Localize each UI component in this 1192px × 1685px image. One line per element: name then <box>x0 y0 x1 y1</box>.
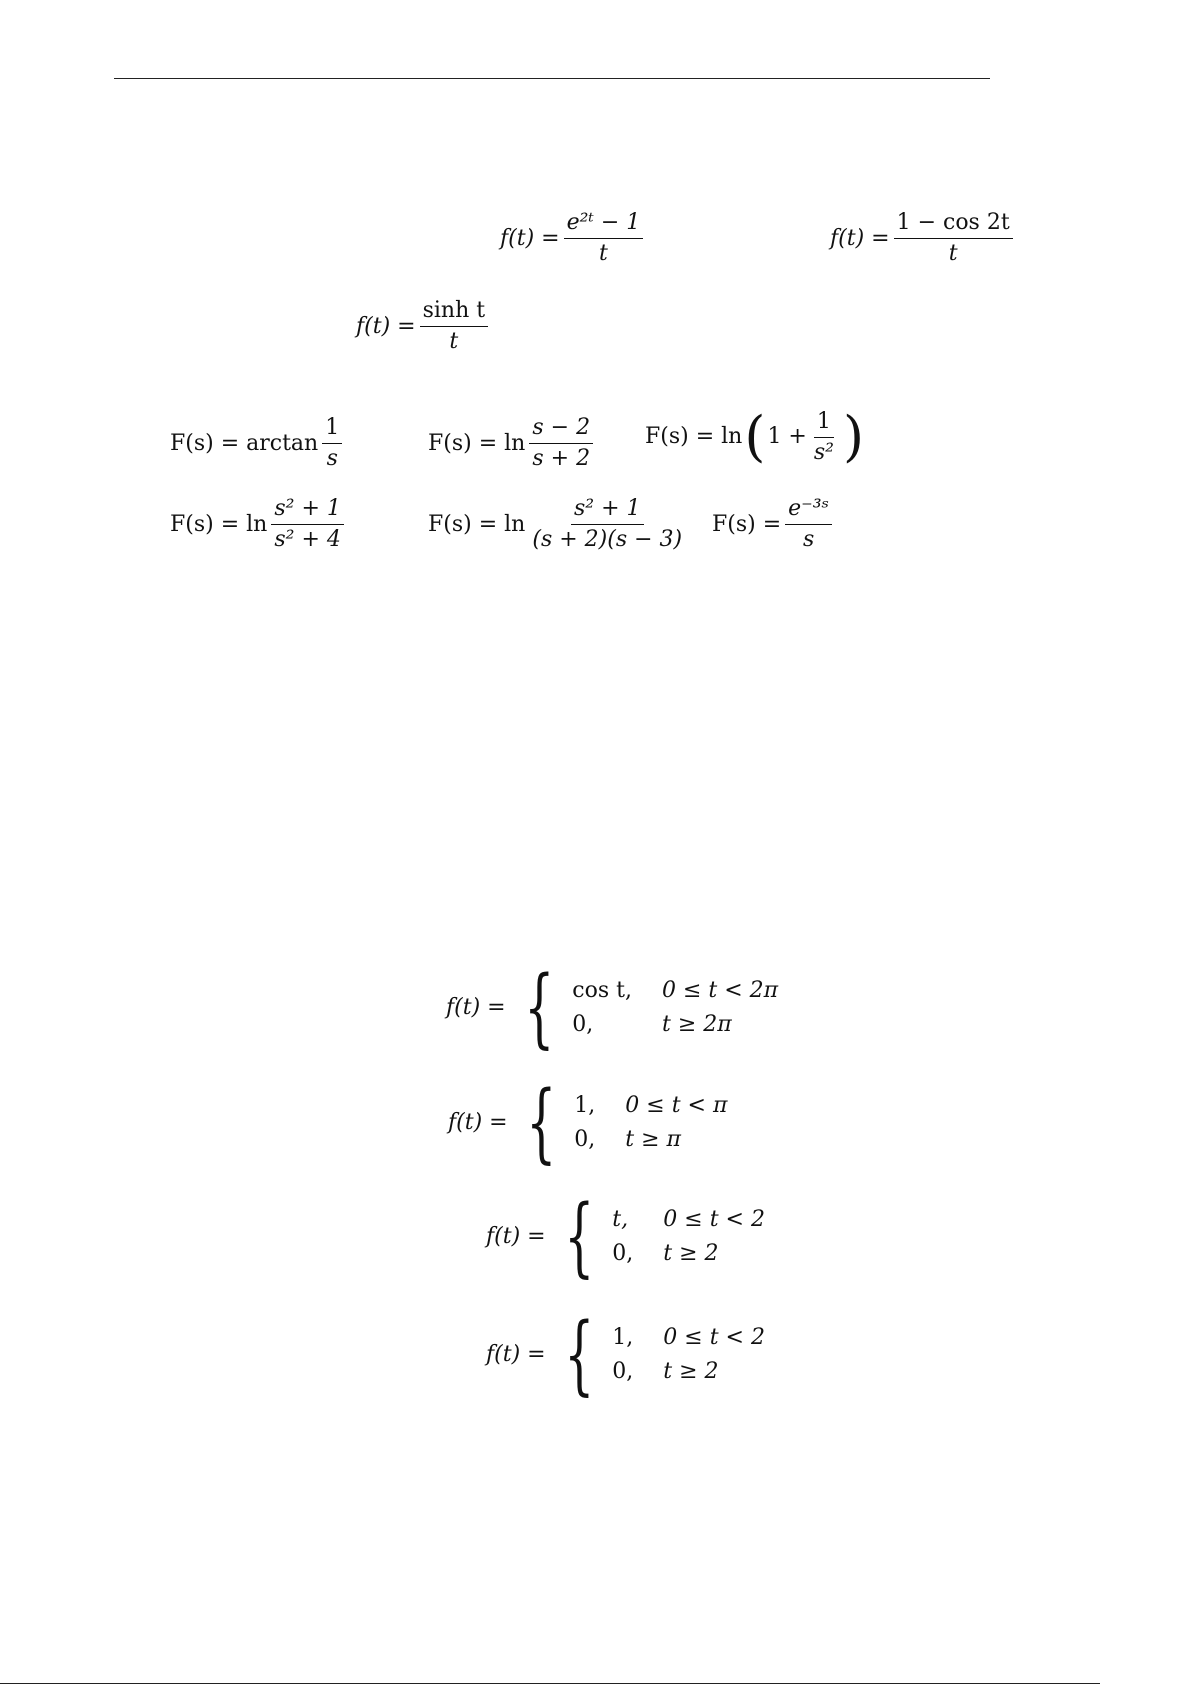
Fs-equation-5: F(s) = ln $\frac{\text{s² + 1}}{(s + 2)(s - 3)}$ <box>428 498 689 551</box>
Fs-equation-3: F(s) = ln ( 1 + $\frac{1}{\text{s²}}$ ) <box>645 405 865 468</box>
denominator: t <box>449 329 459 354</box>
numerator: s − 2 <box>529 417 593 444</box>
denominator: s² + 4 <box>274 527 341 552</box>
Fs-equation-4: F(s) = ln $\frac{\text{s² + 1}}{\text{s² + 4}}$ <box>170 498 348 551</box>
denominator: s <box>326 446 338 471</box>
denominator: s + 2 <box>532 446 591 471</box>
piecewise-4: f(t) = { 1, 0 ≤ t < 2 0, t ≥ 2 <box>486 1305 765 1405</box>
denominator: s² <box>813 439 834 465</box>
denominator: t <box>948 241 958 266</box>
denominator: (s + 2)(s − 3) <box>532 527 683 552</box>
numerator: 1 <box>322 417 342 444</box>
denominator: s <box>802 527 815 552</box>
numerator: 1 − cos 2t <box>894 212 1013 239</box>
piecewise-1: f(t) = { cos t, 0 ≤ t < 2π 0, t ≥ 2π <box>446 958 779 1058</box>
numerator: 1 <box>814 411 834 438</box>
piecewise-3: f(t) = { t, 0 ≤ t < 2 0, t ≥ 2 <box>486 1187 765 1287</box>
numerator: s² + 1 <box>271 498 344 525</box>
Fs-equation-1: F(s) = arctan $\frac{1}{s}$ <box>170 417 346 470</box>
numerator: sinh t <box>420 300 489 327</box>
left-paren: ( <box>744 405 766 468</box>
Fs-equation-6: F(s) = $\frac{\text{e⁻³ˢ}}{s}$ <box>712 498 836 551</box>
ft-equation-3: f(t) = $\frac{\text{sinh t}}{t}$ <box>356 300 492 353</box>
piecewise-2: f(t) = { 1, 0 ≤ t < π 0, t ≥ π <box>448 1073 728 1173</box>
header-rule <box>114 78 990 79</box>
denominator: t <box>599 241 608 266</box>
numerator: s² + 1 <box>571 498 644 525</box>
numerator: e²ᵗ − 1 <box>564 212 644 239</box>
left-brace: { <box>523 958 554 1058</box>
Fs-equation-2: F(s) = ln $\frac{s - 2}{s + 2}$ <box>428 417 597 470</box>
ft-equation-2: f(t) = $\frac{1 - \cos 2t}{t}$ <box>830 212 1017 265</box>
right-paren: ) <box>842 405 865 468</box>
ft-equation-1: f(t) = $\frac{\text{e²ᵗ − 1}}{t}$ <box>500 212 647 265</box>
left-brace: { <box>525 1073 556 1173</box>
numerator: e⁻³ˢ <box>785 498 832 525</box>
left-brace: { <box>563 1187 594 1287</box>
left-brace: { <box>563 1305 594 1405</box>
footer-rule <box>0 1683 1100 1684</box>
